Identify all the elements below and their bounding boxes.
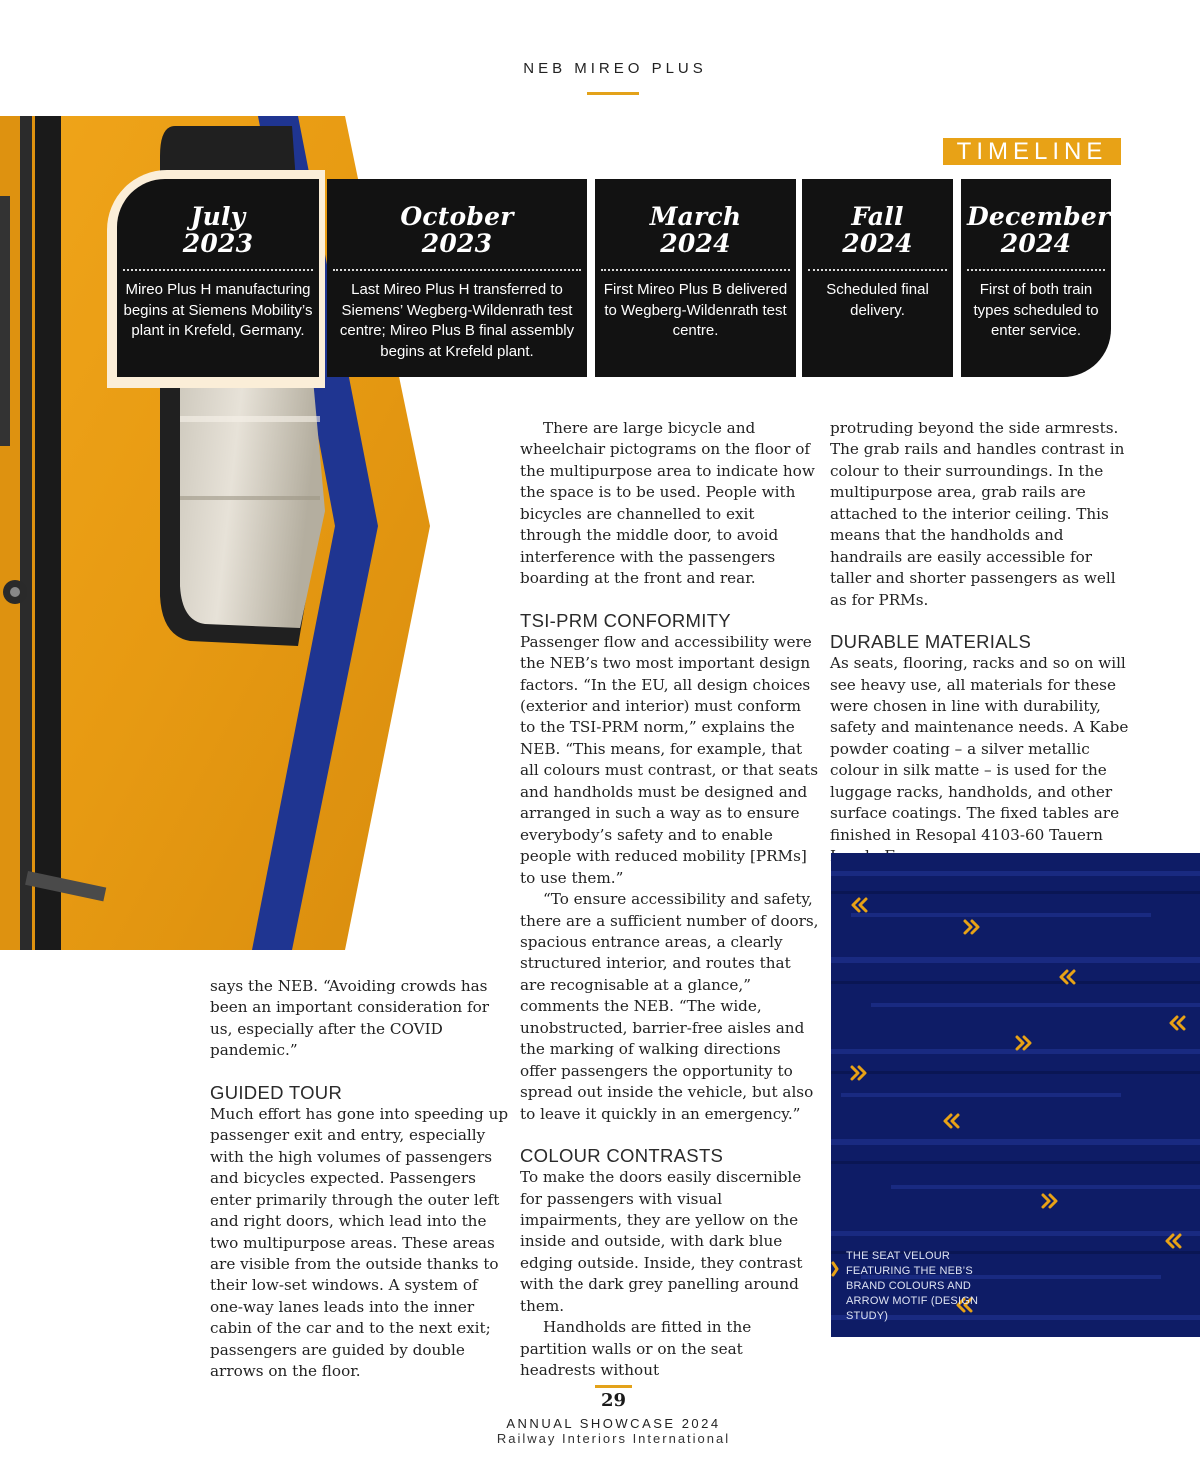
image-caption: THE SEAT VELOUR FEATURING THE NEB’S BRAND COLOURS AND ARROW MOTIF (DESIGN STUDY) [846,1250,979,1322]
running-header: NEB MIREO PLUS [523,60,707,77]
body-paragraph: To make the doors easily discernible for passengers with visual impairments, they are yellow on the inside and outside, with dark blue edging outside. Inside, they contrast with the dark grey panelling around them. [520,1168,803,1315]
body-paragraph: Much effort has gone into speeding up passenger exit and entry, especially with the high volumes of passengers and bicycles expected. Passengers enter primarily through the outer left and right doors, which lead into the two multipurpose areas. These areas are visible from the outside thanks to their low-set windows. A system of one-way lanes leads into the inner cabin of the car and to the next exit; passengers are guided by double arrows on the floor. [210,1104,509,1381]
timeline-year: 2024 [660,229,731,258]
timeline-description: First Mireo Plus B delivered to Wegberg-Wildenrath test centre. [603,281,788,340]
timeline-date [123,203,313,257]
timeline-month: March [649,202,742,231]
timeline-date [967,202,1111,258]
timeline-description: Scheduled final delivery. [826,281,929,319]
timeline-card-march-2024 [595,179,796,377]
dotted-divider [808,269,947,271]
timeline-description: Mireo Plus H manufacturing begins at Siemens Mobility’s plant in Krefeld, Germany. [123,281,313,340]
timeline-year: 2023 [421,229,493,258]
timeline-date [333,203,581,257]
timeline-label: TIMELINE [943,138,1121,165]
timeline-year: 2024 [842,229,913,258]
section-heading-durable-materials: DURABLE MATERIALS [830,631,1032,653]
timeline-description: First of both train types scheduled to enter service. [973,281,1099,340]
body-paragraph: protruding beyond the side armrests. The grab rails and handles contrast in colour to their surroundings. In the multipurpose area, grab rails are attached to the interior ceiling. This means that the handholds and handrails are easily accessible for taller and shorter passengers as well as for PRMs. [830,419,1125,609]
body-paragraph: There are large bicycle and wheelchair pictograms on the floor of the multipurpose area to indicate how the space is to be used. People with bicycles are channelled to exit through the middle door, to avoid interference with the passengers boarding at the front and rear. [520,419,815,588]
timeline-month: December [967,202,1111,231]
timeline-year: 2024 [1000,229,1072,258]
timeline-month: Fall [851,202,904,231]
timeline-card-july-2023 [117,179,319,377]
page-number: 29 [600,1390,627,1411]
body-paragraph: Handholds are fitted in the partition walls or on the seat headrests without [520,1318,752,1380]
dotted-divider [967,269,1105,271]
body-column-1 [210,976,510,1383]
timeline-description: Last Mireo Plus H transferred to Siemens’ Wegberg-Wildenrath test centre; Mireo Plus B final assembly begins at Krefeld plant. [339,281,575,360]
dotted-divider [601,269,790,271]
publication-title: ANNUAL SHOWCASE 2024 [506,1416,721,1431]
header-rule [587,92,639,95]
body-paragraph: Passenger flow and accessibility were the NEB’s two most important design factors. “In the EU, all design choices (exterior and interior) must conform to the TSI-PRM norm,” explains the NEB. “This means, for example, that all colours must contrast, or that seats and handholds must be designed and arranged in such a way as to ensure everybody’s safety and to enable people with reduced mobility [PRMs] to use them.” [520,632,819,887]
body-paragraph: As seats, flooring, racks and so on will see heavy use, all materials for these were chosen in line with durability, safety and maintenance needs. A Kabe powder coating – a silver metallic colour in silk matte – is used for the luggage racks, handholds, and other surface coatings. The fixed tables are finished in Resopal 4103-60 Tauern [830,654,1129,844]
dotted-divider [123,269,313,271]
body-column-2 [520,418,820,1382]
timeline-date [601,203,790,257]
section-heading-tsi-prm: TSI-PRM CONFORMITY [520,609,731,631]
timeline-month: October [400,202,514,231]
body-paragraph: says the NEB. “Avoiding crowds has been an important consideration for us, especially after the COVID pandemic.” [210,977,490,1060]
timeline-date [808,203,947,257]
dotted-divider [333,269,581,271]
timeline-month: July [190,202,246,231]
timeline-card-fall-2024 [802,179,953,377]
body-paragraph: “To ensure accessibility and safety, there are a sufficient number of doors, spacious entrance areas, a clearly structured interior, and routes that are recognisable at a glance,” comments the NEB. “The wide, unobstructed, barrier-free aisles and the marking of walking directions offer passengers the opportunity to spread out inside the vehicle, but also to leave it quickly in an emergency.” [520,890,819,1123]
body-column-3 [830,418,1130,868]
section-heading-colour-contrasts: COLOUR CONTRASTS [520,1145,724,1167]
timeline-year: 2023 [182,229,254,258]
magazine-name: Railway Interiors International [496,1431,731,1446]
footer-rule [595,1385,632,1388]
timeline-card-december-2024 [961,179,1111,377]
section-heading-guided-tour: GUIDED TOUR [210,1081,343,1103]
timeline-card-october-2023 [327,179,587,377]
